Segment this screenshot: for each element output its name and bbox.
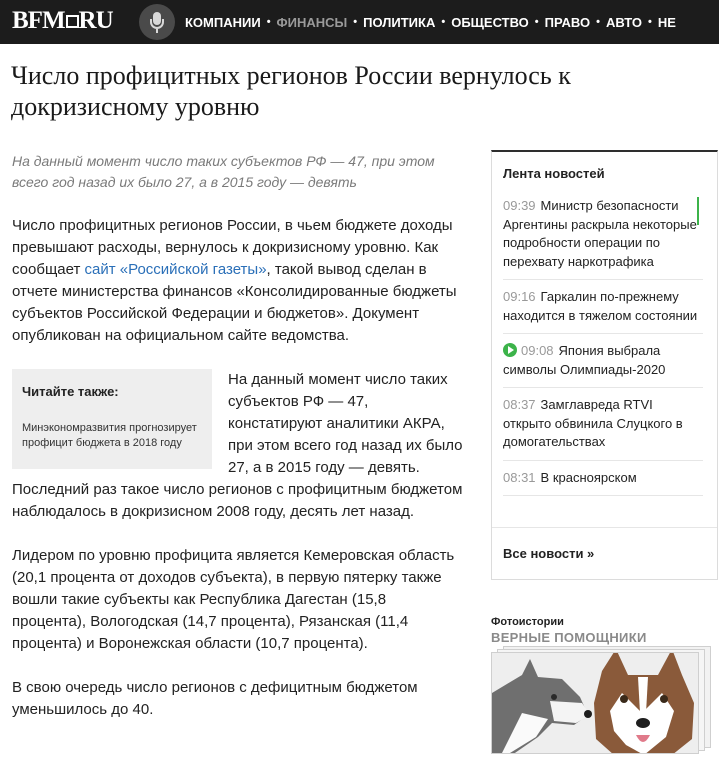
news-headline[interactable]: В красноярском [540,469,637,485]
news-item[interactable] [503,288,703,334]
news-headline[interactable]: Замглавреда RTVI открыто обвинила Слуцкого в домогательствах [503,397,683,449]
nav-item-law[interactable]: ПРАВО [544,14,591,30]
article-paragraph-2: На данный момент число таких субъектов РФ — 47, констатируют аналитики АКРА, при этом всего год назад их было 27, а в 2015 году — девять. Последний раз такое число регионов с профицитным бюджетом наблюдалось в докризисном 2008 году, десять лет назад. [12,371,463,520]
photo-stories-title[interactable]: ВЕРНЫЕ ПОМОЩНИКИ [491,630,647,645]
nav-separator: • [596,16,600,28]
nav-separator: • [266,16,271,28]
husky-dogs-photo[interactable] [491,652,699,754]
news-time: 08:37 [503,397,536,412]
news-time: 09:39 [503,198,536,213]
read-also-box [12,369,212,469]
logo-text: BFM [12,7,65,34]
nav-separator: • [441,16,446,28]
rg-site-link[interactable]: сайт «Российской газеты» [84,261,267,278]
microphone-icon[interactable] [139,4,175,40]
photo-stories-kicker: Фотоистории [491,616,564,628]
read-also-link[interactable]: Минэкономразвития прогнозирует профицит бюджета в 2018 году [22,422,197,449]
top-navigation-bar [0,0,719,44]
nav-separator: • [647,16,652,28]
article-title: Число профицитных регионов России вернулось к докризисному уровню [11,61,571,121]
logo-suffix: RU [78,7,113,34]
paragraph-text: , такой вывод сделан в отчете министерства финансов «Консолидированные бюджеты субъектов Российской Федерации и бюджетов». Документ опубликован на официальном сайте ведомства. [12,261,457,344]
article-paragraph-4: В свою очередь число регионов с дефицитным бюджетом уменьшилось до 40. [12,679,418,718]
news-headline[interactable]: Гаркалин по-прежнему находится в тяжелом состоянии [503,289,698,323]
news-feed-panel [491,150,718,580]
news-time: 09:16 [503,289,536,304]
all-news-link[interactable]: Все новости » [503,546,595,561]
news-headline[interactable]: Министр безопасности Аргентины раскрыла некоторые подробности операции по перехвату наркотрафика [503,198,697,269]
news-time: 08:31 [503,469,536,485]
article-lead: На данный момент число таких субъектов РФ — 47, при этом всего год назад их было 27, а в 2015 году — девять [12,153,435,190]
nav-item-society[interactable]: ОБЩЕСТВО [451,14,529,30]
nav-item-more[interactable]: НЕ [657,14,676,30]
husky-dogs-illustration [492,653,699,754]
nav-item-companies[interactable]: КОМПАНИИ [185,14,261,30]
news-item[interactable] [503,197,703,280]
nav-separator: • [353,16,358,28]
news-feed-title: Лента новостей [503,166,605,181]
logo-square [66,15,79,28]
news-feed-scrollbar[interactable] [697,197,699,225]
article-body [12,215,464,743]
news-item[interactable] [503,469,703,497]
news-item[interactable] [503,342,703,388]
main-nav [181,0,680,44]
news-feed-list [503,197,703,522]
article-paragraph-1 [12,215,464,347]
news-feed-divider [492,527,717,528]
paragraph-text: Число профицитных регионов России, в чьем бюджете доходы превышают расходы, вернулось к докризисному уровню. Как сообщает [12,217,453,278]
news-time: 09:08 [521,343,554,358]
nav-separator: • [534,16,539,28]
article-paragraph-3: Лидером по уровню профицита является Кемеровская область (20,1 процента от доходов субъекта), в первую пятерку также вошли такие субъекты как Республика Дагестан (15,8 процента), Вологодская (14,7 процента), Рязанская (11,4 процента) и Воронежская области (10,7 процента). [12,547,455,652]
site-logo[interactable] [12,7,113,35]
news-headline[interactable]: Япония выбрала символы Олимпиады-2020 [503,343,666,377]
nav-item-finance[interactable]: ФИНАНСЫ [276,14,348,30]
nav-item-politics[interactable]: ПОЛИТИКА [363,14,436,30]
photo-stories-gallery[interactable] [491,646,711,756]
news-item[interactable] [503,396,703,461]
video-play-icon [503,343,517,357]
nav-item-auto[interactable]: АВТО [605,14,642,30]
read-also-title: Читайте также: [22,384,119,399]
